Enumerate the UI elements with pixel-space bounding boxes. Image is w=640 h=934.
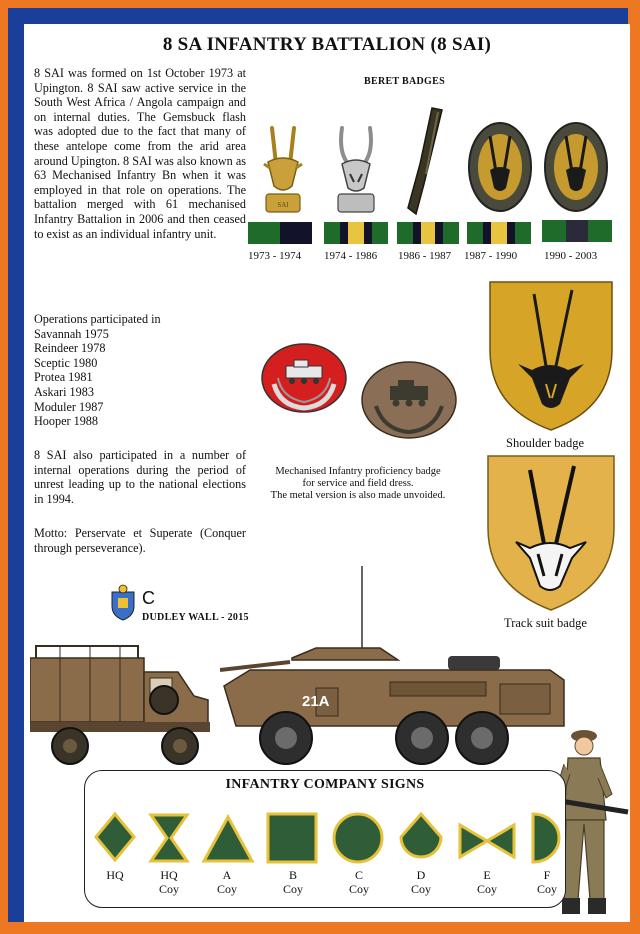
- internal-ops-text: 8 SAI also participated in a number of internal operations during the period of unrest leading up to the national elections in 1994.: [34, 448, 246, 506]
- c-coy-circle-sign-icon: [331, 811, 385, 865]
- company-signs-panel: [84, 770, 566, 908]
- company-sign-label: HQ Coy: [158, 868, 179, 896]
- company-sign-label: B Coy: [282, 868, 303, 896]
- vehicle-marking: 21A: [302, 693, 330, 710]
- operation-item: Moduler 1987: [34, 399, 104, 414]
- operations-heading: Operations participated in: [34, 312, 161, 326]
- intro-text: 8 SAI was formed on 1st October 1973 at Upington. 8 SAI saw active service in the South West Africa / Angola campaign and on internal duties. The Gemsbuck flash was adopted due to the fact that many of these antelope come from the arid area around Upington. 8 SAI was also known as 63 Mechanised Infantry Bn when it was employed in that role on operations. The battalion merged with 61 mechanised Infantry Battalion in 2006 and then ceased to exist as an individual infantry unit.: [34, 66, 246, 241]
- mech-infantry-cloth-badge-icon: [360, 360, 458, 440]
- operation-item: Sceptic 1980: [34, 355, 98, 370]
- beret-year: 1990 - 2003: [544, 250, 598, 262]
- ribbon-1990: [542, 220, 612, 242]
- company-sign-label: E Coy: [476, 868, 497, 896]
- company-signs-title: INFANTRY COMPANY SIGNS: [225, 777, 425, 792]
- operation-item: Hooper 1988: [34, 414, 98, 429]
- mech-infantry-metal-badge-icon: [260, 342, 348, 414]
- oval-embroidered-badge-icon: [542, 120, 610, 214]
- gemsbok-silver-badge-icon: [324, 124, 388, 220]
- ribbon-1974: [324, 222, 388, 244]
- shoulder-badge-label: Shoulder badge: [506, 436, 585, 450]
- tracksuit-badge-label: Track suit badge: [504, 616, 587, 630]
- oval-embroidered-badge-icon: [466, 120, 534, 214]
- poster-panel: [24, 24, 630, 922]
- ribbon-1987: [467, 222, 531, 244]
- blue-border: [8, 8, 628, 922]
- f-coy-half-circle-sign-icon: [529, 811, 563, 865]
- b-coy-square-sign-icon: [265, 811, 319, 865]
- operation-item: Askari 1983: [34, 384, 94, 399]
- operations-list: [34, 312, 246, 429]
- mech-badge-caption: Mechanised Infantry proficiency badge for service and field dress. The metal version is also made unvoided.: [270, 466, 446, 501]
- e-coy-bowtie-sign-icon: [457, 821, 517, 861]
- company-sign-label: HQ: [106, 868, 124, 882]
- ribbon-1986: [397, 222, 459, 244]
- operation-item: Reindeer 1978: [34, 341, 106, 356]
- company-sign-label: C Coy: [348, 868, 369, 896]
- beret-badges-title: BERET BADGES: [364, 76, 445, 87]
- company-sign-label: A Coy: [216, 868, 237, 896]
- poster-title: 8 SA INFANTRY BATTALION (8 SAI): [162, 34, 492, 55]
- dudley-wall-crest-icon: [110, 584, 136, 622]
- hq-coy-hourglass-sign-icon: [147, 811, 191, 865]
- beret-year: 1987 - 1990: [464, 250, 518, 262]
- hq-diamond-sign-icon: [93, 811, 137, 863]
- beret-year: 1986 - 1987: [398, 250, 452, 262]
- beret-year: 1974 - 1986: [324, 250, 378, 262]
- ratel-ifv-icon: [220, 562, 568, 768]
- operation-item: Protea 1981: [34, 370, 93, 385]
- shoulder-badge-icon: [488, 280, 614, 432]
- motto-text: Motto: Perservate et Superate (Conquer through perseverance).: [34, 526, 246, 555]
- copyright-mark: C: [142, 588, 155, 608]
- gemsbok-gold-badge-icon: [252, 124, 314, 220]
- a-coy-triangle-sign-icon: [201, 813, 255, 865]
- ribbon-1973: [248, 222, 312, 244]
- army-truck-icon: [30, 638, 222, 766]
- stylised-gemsbok-badge-icon: [402, 104, 452, 218]
- company-sign-label: D Coy: [410, 868, 431, 896]
- beret-year: 1973 - 1974: [248, 250, 302, 262]
- company-sign-label: F Coy: [536, 868, 557, 896]
- d-coy-teardrop-sign-icon: [397, 811, 445, 865]
- artist-credit: DUDLEY WALL - 2015: [142, 612, 249, 623]
- operation-item: Savannah 1975: [34, 326, 109, 341]
- svg-text:SAI: SAI: [277, 201, 289, 209]
